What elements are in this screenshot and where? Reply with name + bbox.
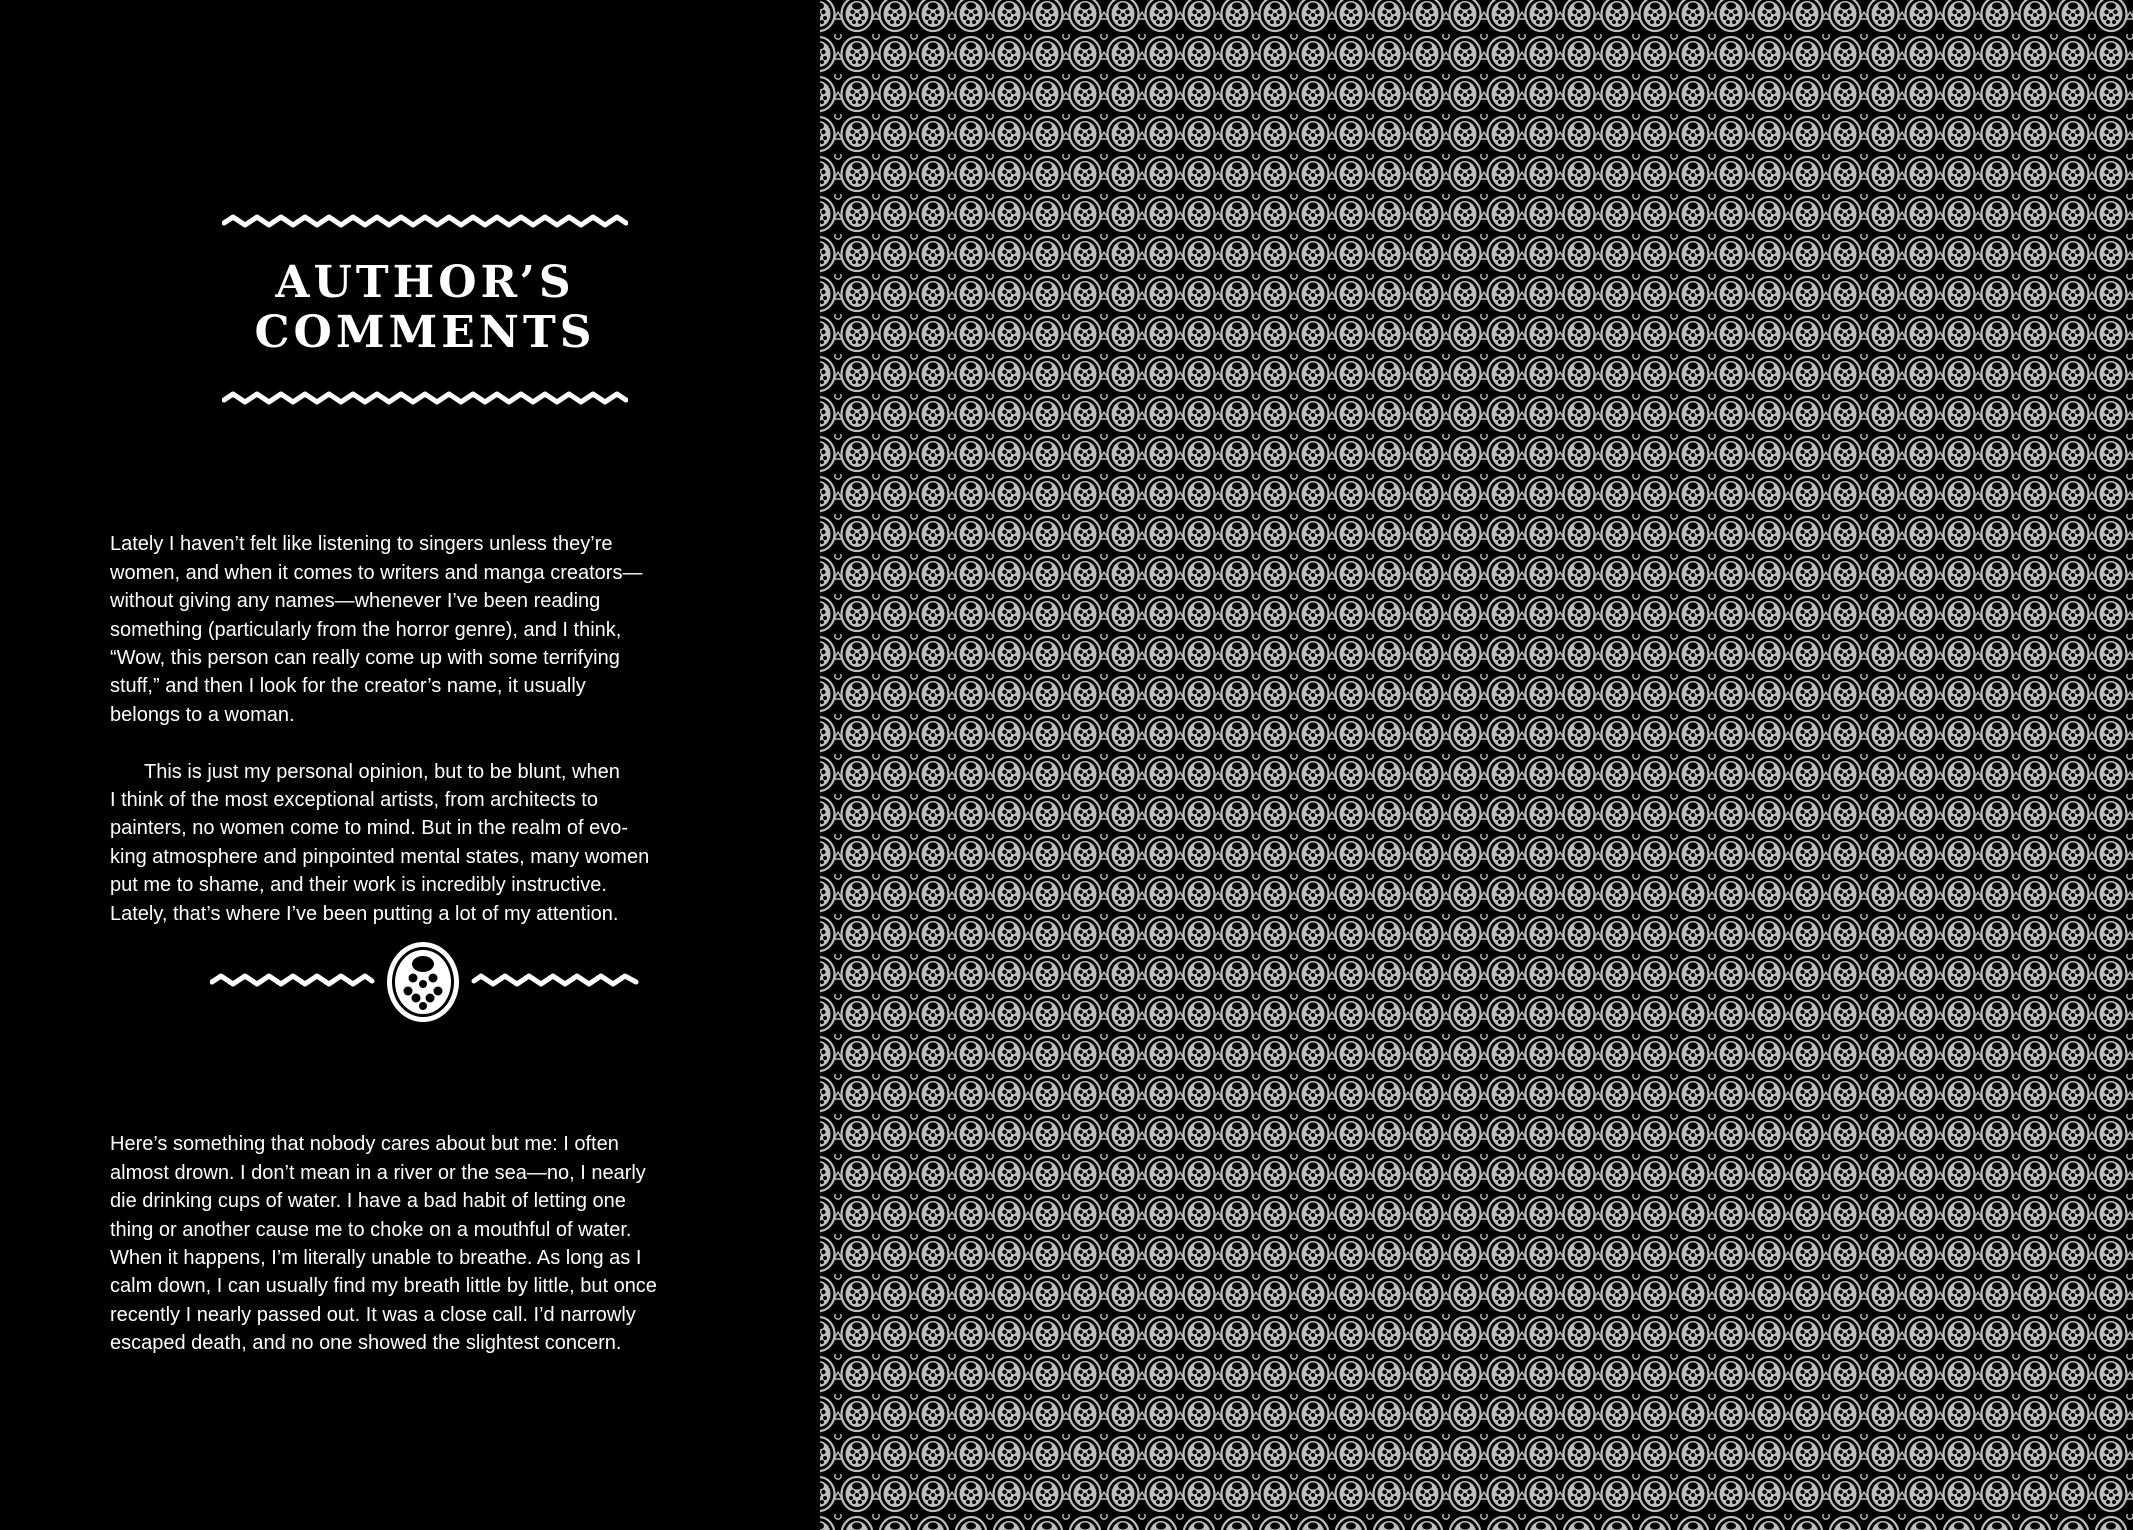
divider-zigzag-right — [474, 976, 636, 984]
zigzag-border-bottom — [222, 388, 628, 408]
page-title — [150, 258, 700, 358]
divider-zigzag-left — [212, 976, 372, 984]
ladybug-medallion-icon — [387, 942, 459, 1022]
pattern-page — [820, 0, 2133, 1530]
zigzag-border-top — [222, 211, 628, 231]
title-line-2: COMMENTS — [254, 307, 596, 358]
left-page — [0, 0, 820, 1530]
section-divider — [210, 940, 640, 1024]
paragraph-1: Lately I haven’t felt like listening to singers unless they’re women, and when it comes to writers and manga creators— without giving any names—whenever I’ve been reading something (particularly from the horror genre), and I think, “Wow, this person can really come up with some terrifying stuff,” and then I look for the creator’s name, it usually belongs to a woman. — [110, 533, 643, 726]
ladybug-pattern-background — [820, 0, 2133, 1530]
title-line-1: AUTHOR’S — [275, 257, 575, 308]
paragraph-2: This is just my personal opinion, but to be blunt, when I think of the most exceptional artists, from architects to painters, no women come to mind. But in the realm of evo- king atmosphere and pinpointed mental states, many women put me to shame, and their work is incredibly instructive. Lately, that’s where I’ve been putting a lot of my attention. — [110, 760, 650, 925]
paragraph-3: Here’s something that nobody cares about but me: I often almost drown. I don’t mean in a river or the sea—no, I nearly die drinking cups of water. I have a bad habit of letting one thing or another cause me to choke on a mouthful of water. When it happens, I’m literally unable to breathe. As long as I calm down, I can usually find my breath little by little, but once recently I nearly passed out. It was a close call. I’d narrowly escaped death, and no one showed the slightest concern. — [110, 1133, 657, 1355]
comment-section-2 — [110, 1102, 760, 1386]
comment-section-1 — [110, 502, 760, 957]
